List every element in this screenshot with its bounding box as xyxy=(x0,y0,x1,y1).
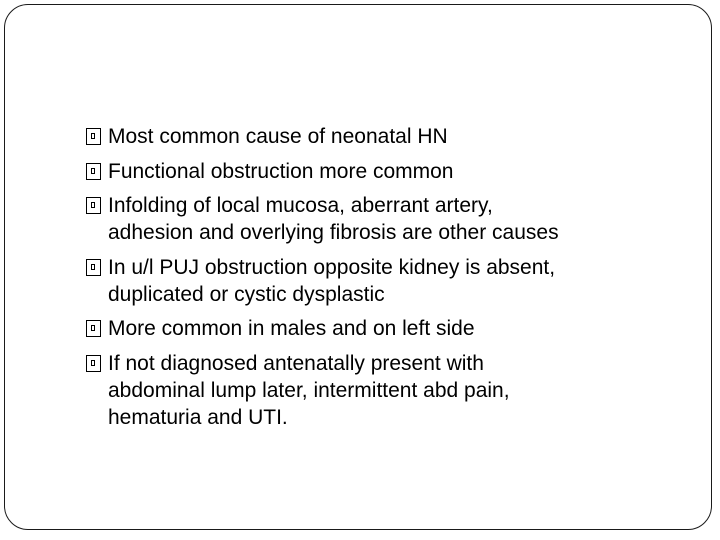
square-bullet-icon xyxy=(86,163,101,180)
bullet-line: Most common cause of neonatal HN xyxy=(108,125,448,148)
bullet-line: adhesion and overlying fibrosis are other causes xyxy=(108,221,559,244)
slide-frame xyxy=(4,4,712,530)
bullet-line: In u/l PUJ obstruction opposite kidney is absent, xyxy=(108,255,556,279)
bullet-line: Functional obstruction more common xyxy=(108,159,454,183)
bullet-item xyxy=(86,123,686,150)
bullet-item xyxy=(86,254,686,308)
bullet-line: Infolding of local mucosa, aberrant artery, xyxy=(108,194,493,217)
square-bullet-icon xyxy=(86,197,101,214)
bullet-line: hematuria and UTI. xyxy=(108,405,288,429)
square-bullet-icon xyxy=(86,128,101,145)
bullet-item xyxy=(86,158,686,185)
bullet-line: duplicated or cystic dysplastic xyxy=(108,282,385,306)
bullet-list xyxy=(86,123,686,438)
square-bullet-icon xyxy=(86,259,101,276)
bullet-item xyxy=(86,192,686,246)
square-bullet-icon xyxy=(86,320,101,337)
bullet-item xyxy=(86,315,686,342)
bullet-line: More common in males and on left side xyxy=(108,317,475,340)
bullet-line: If not diagnosed antenatally present with xyxy=(108,351,484,375)
bullet-item xyxy=(86,350,686,431)
square-bullet-icon xyxy=(86,355,101,372)
bullet-line: abdominal lump later, intermittent abd pain, xyxy=(108,378,510,402)
